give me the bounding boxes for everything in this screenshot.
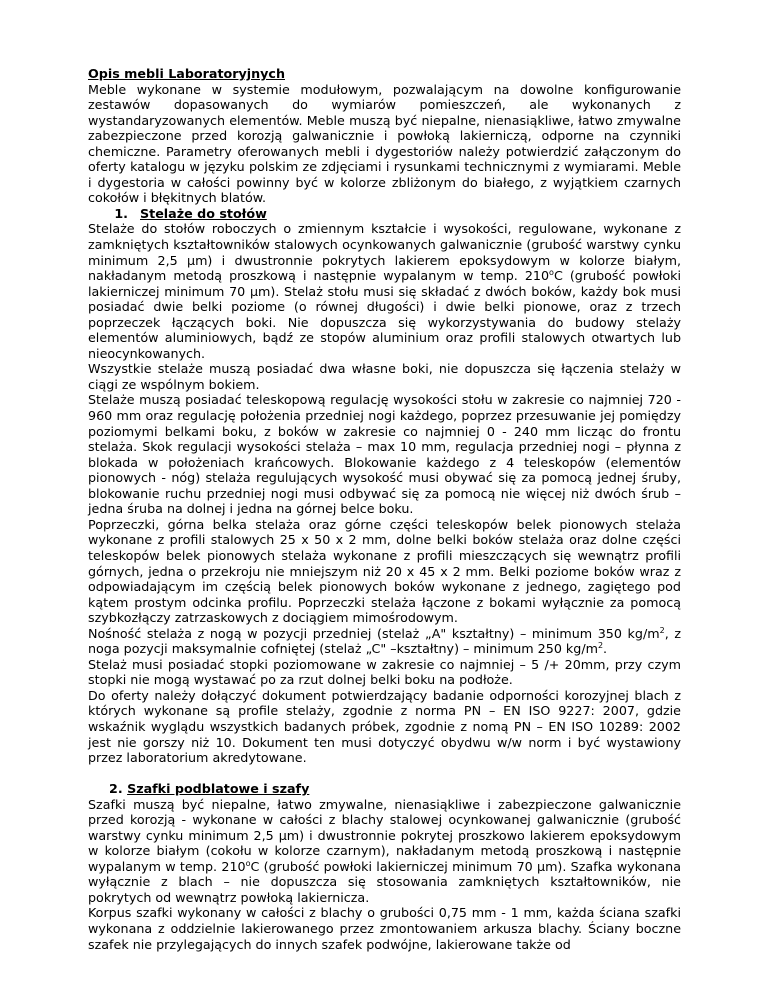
s1-p1-text-a: Stelaże do stołów roboczych o zmiennym kształcie i wysokości, regulowane, wykonane z zamkniętych kształtowników stalowych ocynkowanych galwanicznie (grubość warstwy cynku minimum 2,5 µm) i dwustronnie pokrytych lakierem epoksydowym w kolorze białym, nakładanym metodą proszkową i następnie wypalanym w temp. 210	[88, 221, 681, 284]
section-2-number: 2.	[109, 781, 123, 797]
document-title: Opis mebli Laboratoryjnych	[88, 66, 285, 81]
s1-p5-text-b: , z noga pozycji maksymalnie cofniętej (stelaż „C" –kształtny) – minimum 250 kg/m	[88, 625, 681, 657]
spacer	[88, 766, 681, 782]
squared-sup: 2	[659, 625, 665, 635]
section-1-paragraph-1	[88, 221, 681, 361]
section-1-paragraph-4: Poprzeczki, górna belka stelaża oraz górne części teleskopów belek pionowych stelaża wykonane z profili stalowych 25 x 50 x 2 mm, dolne belki boków stelaża oraz dolne części teleskopów belek pionowych stelaża wykonane z profili mieszczących się wewnątrz profili górnych, jedna o przekroju nie mniejszym niż 20 x 45 x 2 mm. Belki poziome boków wraz z odpowiadającym im częścią belek pionowych boków wykonane z jednego, zagiętego pod kątem prostym odcinka profilu. Poprzeczki stelaża łączone z bokami wyłącznie za pomocą szybkozłączy zatrzaskowych z dociągiem mimośrodowym.	[88, 516, 681, 626]
section-1-paragraph-7: Do oferty należy dołączyć dokument potwierdzający badanie odporności korozyjnej blach z których wykonane są profile stelaży, zgodnie z norma PN – EN ISO 9227: 2007, gdzie wskaźnik wyglądu wszystkich badanych próbek, zgodnie z nomą PN – EN ISO 10289: 2002 jest nie gorszy niż 10. Dokument ten musi dotyczyć obydwu w/w norm i być wystawiony przez laboratorium akredytowane.	[88, 687, 681, 766]
squared-sup: 2	[597, 641, 604, 651]
section-2-title: Szafki podblatowe i szafy	[127, 781, 310, 797]
degree-sup: o	[245, 858, 251, 868]
section-2-paragraph-1	[88, 797, 681, 906]
section-1-heading	[88, 206, 681, 222]
section-1-title: Stelaże do stołów	[140, 205, 267, 221]
s2-p1-text-b: C (grubość powłoki lakierniczej minimum 70 µm). Szafka wykonana wyłącznie z blach – nie dopuszcza się stosowania zamkniętych kształtowników, nie pokrytych od wewnątrz powłoką lakiernicza.	[88, 858, 681, 905]
degree-sup: o	[549, 268, 554, 278]
section-1-paragraph-6: Stelaż musi posiadać stopki poziomowane w zakresie co najmniej – 5 /+ 20mm, przy czym stopki nie mogą wystawać po za rzut dolnej belki boku na podłoże.	[88, 656, 681, 688]
section-1-number: 1.	[114, 205, 128, 221]
s1-p1-text-b: C (grubość powłoki lakierniczej minimum 70 µm). Stelaż stołu musi się składać z dwóch boków, każdy bok musi posiadać dwie belki poziome (o równej długości) i dwie belki pionowe, oraz z trzech poprzeczek łączących boki. Nie dopuszcza się wykorzystywania do budowy stelaży elementów aluminiowych, bądź ze stopów aluminium oraz profili stalowych otwartych lub nieocynkowanych.	[88, 268, 681, 361]
section-2-heading	[88, 781, 681, 797]
section-1-paragraph-2: Wszystkie stelaże muszą posiadać dwa własne boki, nie dopuszcza się łączenia stelaży w ciągi ze wspólnym bokiem.	[88, 361, 681, 392]
s1-p5-text-c: .	[603, 641, 608, 657]
s1-p5-text-a: Nośność stelaża z nogą w pozycji przedniej (stelaż „A" kształtny) – minimum 350 kg/m	[88, 625, 660, 641]
document-page	[88, 66, 681, 952]
section-2-paragraph-2: Korpus szafki wykonany w całości z blachy o grubości 0,75 mm - 1 mm, każda ściana szafki wykonana z oddzielnie lakierowanego przez zmontowaniem arkusza blachy. Ściany boczne szafek nie przylegających do innych szafek podwójne, lakierowane także od	[88, 905, 681, 952]
intro-paragraph: Meble wykonane w systemie modułowym, pozwalającym na dowolne konfigurowanie zestawów dopasowanych do wymiarów pomieszczeń, ale wykonanych z wystandaryzowanych elementów. Meble muszą być niepalne, nienasiąkliwe, łatwo zmywalne zabezpieczone przed korozją galwanicznie i powłoką lakierniczą, odporne na czynniki chemiczne. Parametry oferowanych mebli i dygestoriów należy potwierdzić załączonym do oferty katalogu w języku polskim ze zdjęciami i rysunkami technicznymi z wymiarami. Meble i dygestoria w całości powinny być w kolorze zbliżonym do białego, z wyjątkiem czarnych cokołów i błękitnych blatów.	[88, 81, 681, 206]
section-1-paragraph-3: Stelaże muszą posiadać teleskopową regulację wysokości stołu w zakresie co najmniej 720 - 960 mm oraz regulację położenia przedniej nogi każdego, poprzez przesuwanie jej pomiędzy poziomymi belkami boku, z boków w zakresie co najmniej 0 - 240 mm licząc do frontu stelaża. Skok regulacji wysokości stelaża – max 10 mm, regulacja przedniej nogi – płynna z blokada w położeniach krańcowych. Blokowanie każdego z 4 teleskopów (elementów pionowych - nóg) stelaża regulujących wysokość musi obywać się za pomocą jednej śruby, blokowanie ruchu przedniej nogi musi odbywać się za pomocą nie więcej niż dwóch śrub – jedna śruba na dolnej i jedna na górnej belce boku.	[88, 392, 681, 517]
s2-p1-text-a: Szafki muszą być niepalne, łatwo zmywalne, nienasiąkliwe i zabezpieczone galwanicznie przed korozją - wykonane w całości z blachy stalowej ocynkowanej galwanicznie (grubość warstwy cynku minimum 2,5 µm) i dwustronnie pokrytej proszkowo lakierem epoksydowym w kolorze białym (cokołu w kolorze czarnym), nakładanym metodą proszkową i następnie wypalanym w temp. 210	[88, 796, 681, 874]
section-1-paragraph-5	[88, 626, 681, 657]
